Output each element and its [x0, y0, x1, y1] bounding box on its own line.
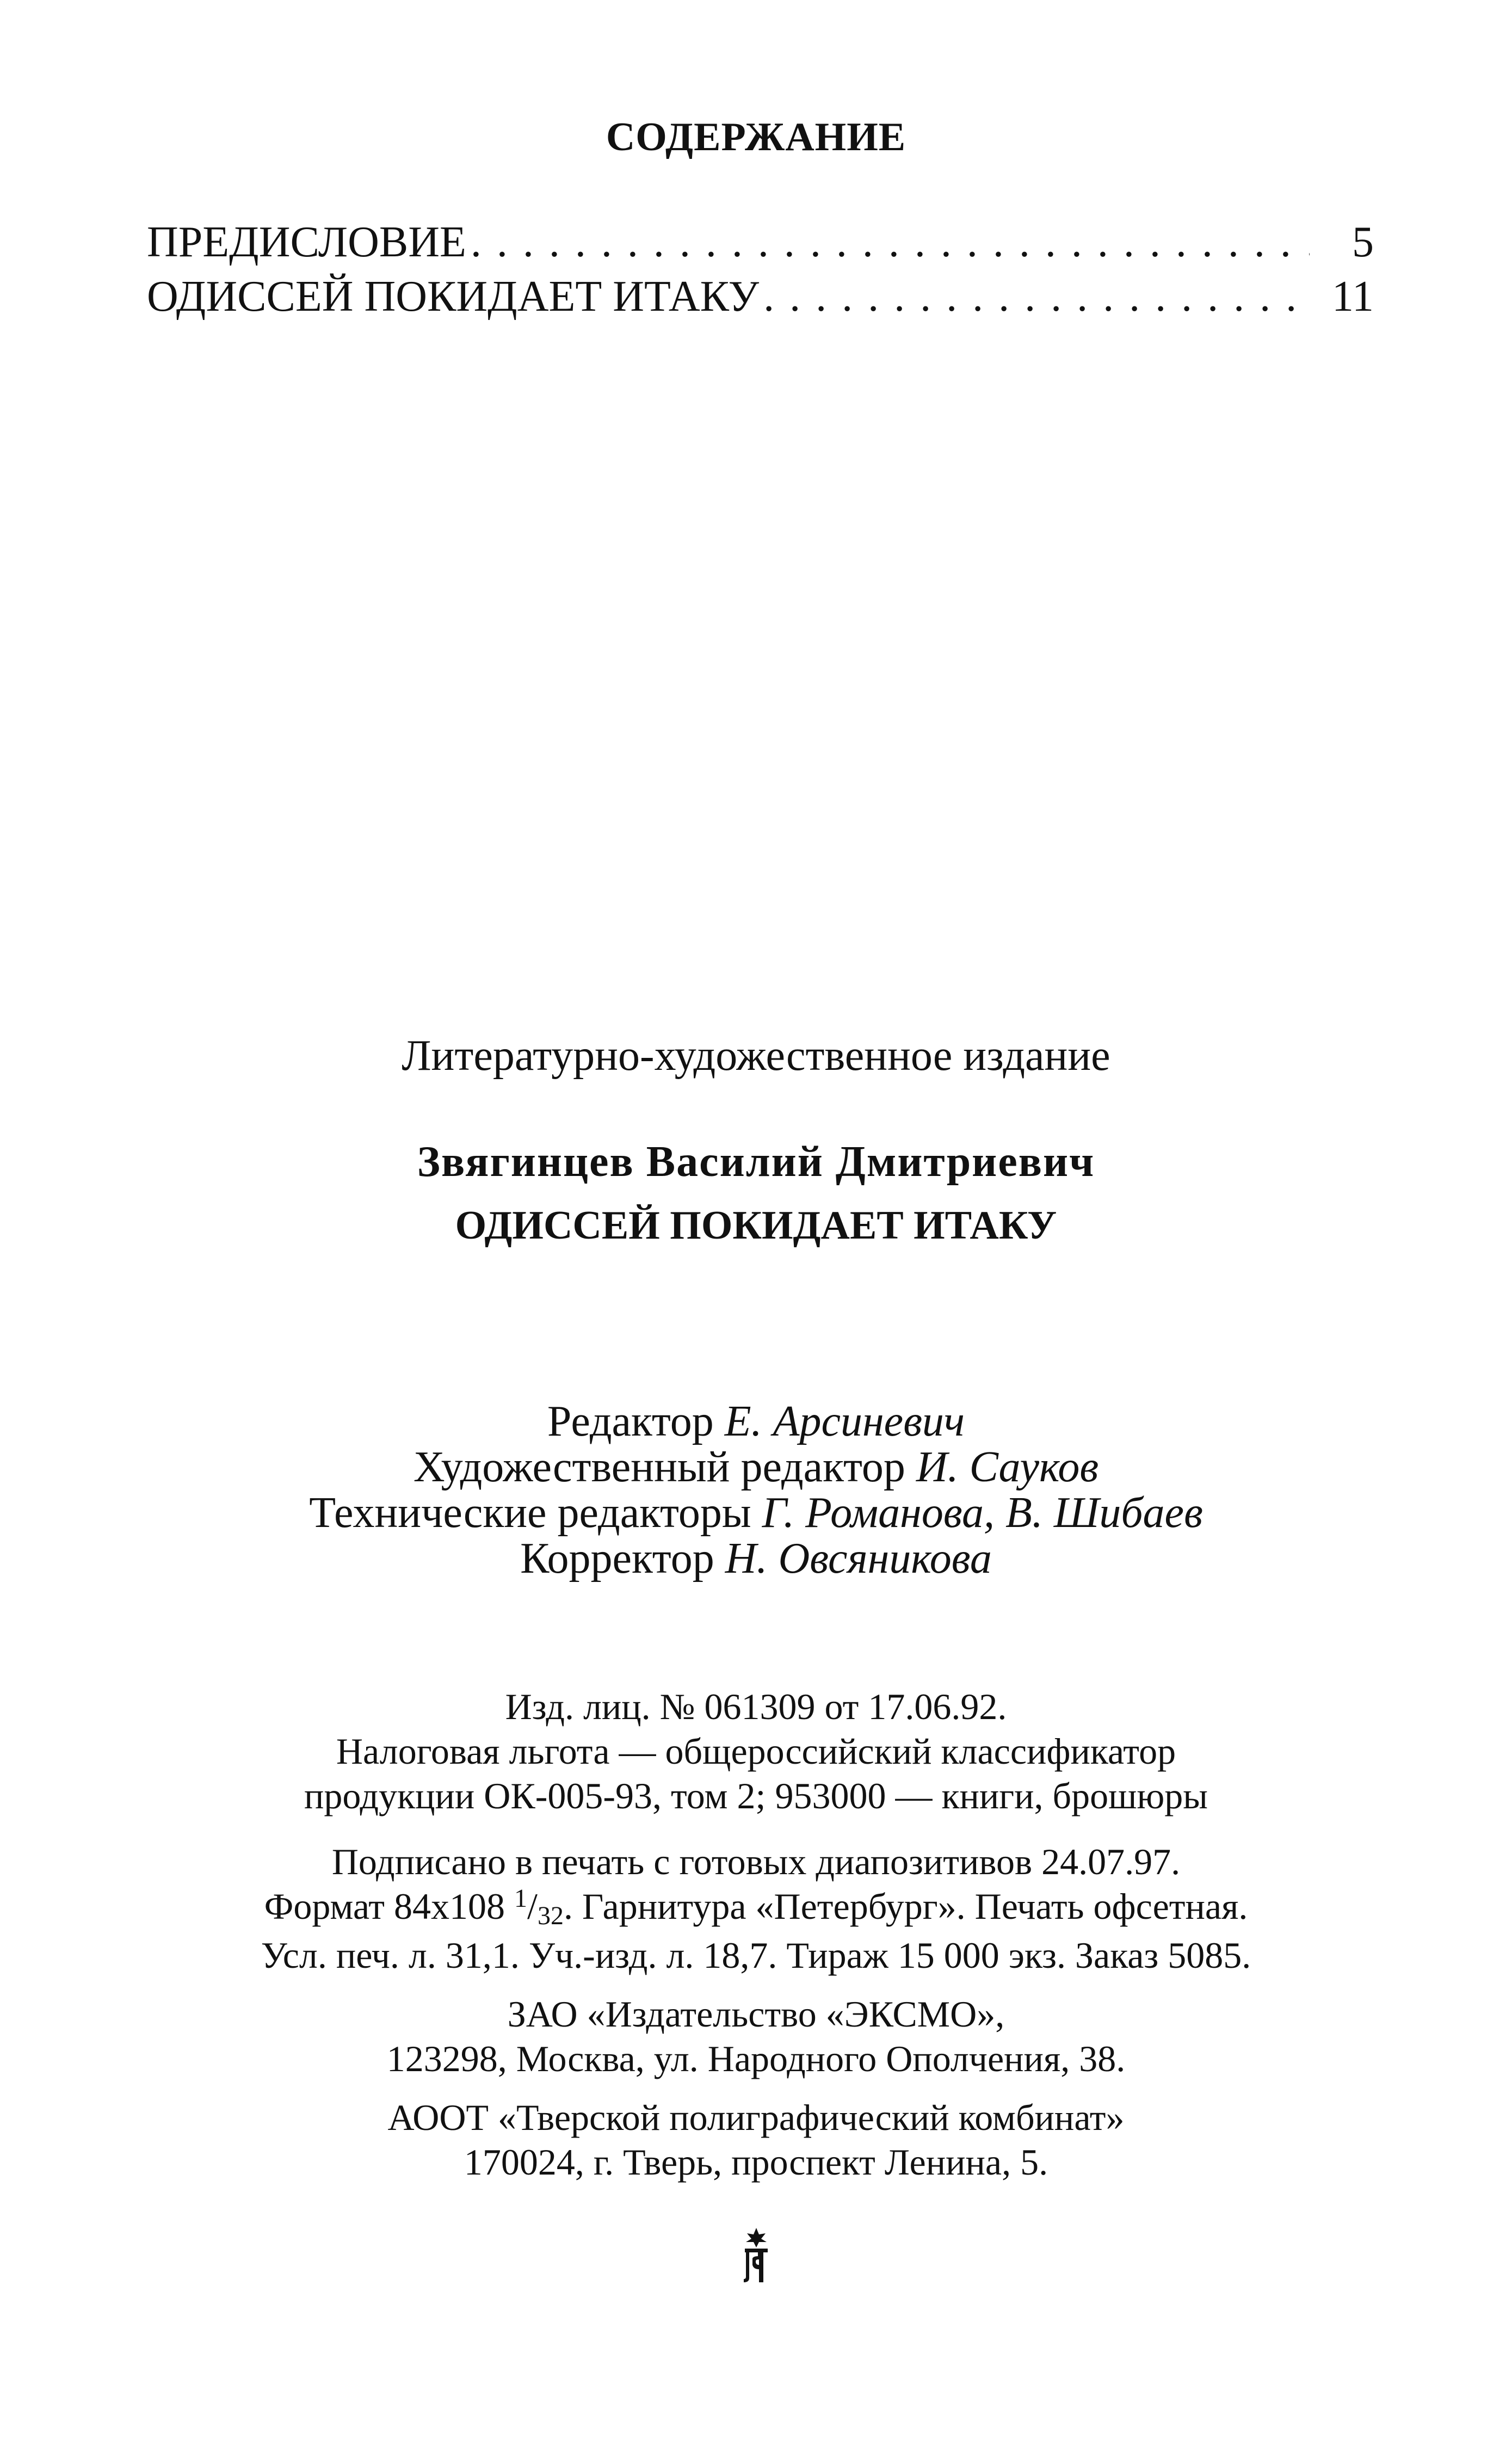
credit-role: Редактор — [547, 1397, 714, 1445]
print-line: Подписано в печать с готовых диапозитивов 24.07.97. — [331, 1841, 1181, 1882]
format-suffix: . Гарнитура «Петербург». Печать офсетная. — [563, 1886, 1248, 1927]
credit-role: Технические редакторы — [309, 1489, 751, 1537]
credit-line — [0, 1490, 1512, 1536]
print-line: Усл. печ. л. 31,1. Уч.-изд. л. 18,7. Тираж 15 000 экз. Заказ 5085. — [261, 1935, 1251, 1976]
toc-entry-page: 11 — [1331, 273, 1374, 321]
edition-type: Литературно-художественное издание — [402, 1032, 1110, 1080]
credit-line — [0, 1536, 1512, 1581]
print-info-block — [0, 1839, 1512, 1978]
print-line-format — [0, 1884, 1512, 1933]
publisher-line: 123298, Москва, ул. Народного Ополчения, 38. — [386, 2038, 1126, 2079]
printer-logo-icon — [737, 2226, 775, 2286]
credit-role: Художественный редактор — [413, 1443, 905, 1491]
publisher-line: ЗАО «Издательство «ЭКСМО», — [507, 1993, 1005, 2035]
printer-block — [0, 2095, 1512, 2184]
printer-line: АООТ «Тверской полиграфический комбинат» — [387, 2097, 1125, 2138]
credit-name: И. Сауков — [916, 1443, 1099, 1491]
credit-name: Е. Арсиневич — [724, 1397, 965, 1445]
credit-name: Н. Овсяникова — [725, 1535, 992, 1582]
format-numerator: 1 — [514, 1884, 528, 1913]
format-denominator: 32 — [537, 1901, 564, 1930]
toc-entry-label: ОДИССЕЙ ПОКИДАЕТ ИТАКУ — [147, 273, 760, 321]
format-prefix: Формат 84х108 — [264, 1886, 515, 1927]
license-block — [0, 1684, 1512, 1818]
license-line: продукции ОК-005-93, том 2; 953000 — книги, брошюры — [304, 1775, 1208, 1816]
toc-entry-page: 5 — [1352, 218, 1374, 266]
credit-name: Г. Романова, В. Шибаев — [762, 1489, 1203, 1537]
toc-title: СОДЕРЖАНИЕ — [606, 115, 906, 159]
book-title: ОДИССЕЙ ПОКИДАЕТ ИТАКУ — [455, 1203, 1057, 1248]
toc-leader-dots — [763, 269, 1310, 324]
credit-line — [0, 1444, 1512, 1490]
table-of-contents — [147, 215, 1374, 324]
toc-entry[interactable] — [147, 215, 1374, 269]
format-slash: / — [527, 1886, 538, 1927]
toc-entry[interactable] — [147, 269, 1374, 324]
credit-line — [0, 1399, 1512, 1444]
toc-entry-label: ПРЕДИСЛОВИЕ — [147, 218, 466, 266]
credit-role: Корректор — [520, 1535, 714, 1582]
publisher-block — [0, 1992, 1512, 2081]
credits-block — [0, 1399, 1512, 1581]
license-line: Изд. лиц. № 061309 от 17.06.92. — [505, 1686, 1007, 1727]
toc-leader-dots — [471, 215, 1310, 269]
author-name: Звягинцев Василий Дмитриевич — [417, 1138, 1095, 1186]
printer-logo-icon — [0, 2226, 1512, 2288]
license-line: Налоговая льгота — общероссийский классификатор — [336, 1731, 1176, 1772]
printer-line: 170024, г. Тверь, проспект Ленина, 5. — [464, 2141, 1048, 2183]
